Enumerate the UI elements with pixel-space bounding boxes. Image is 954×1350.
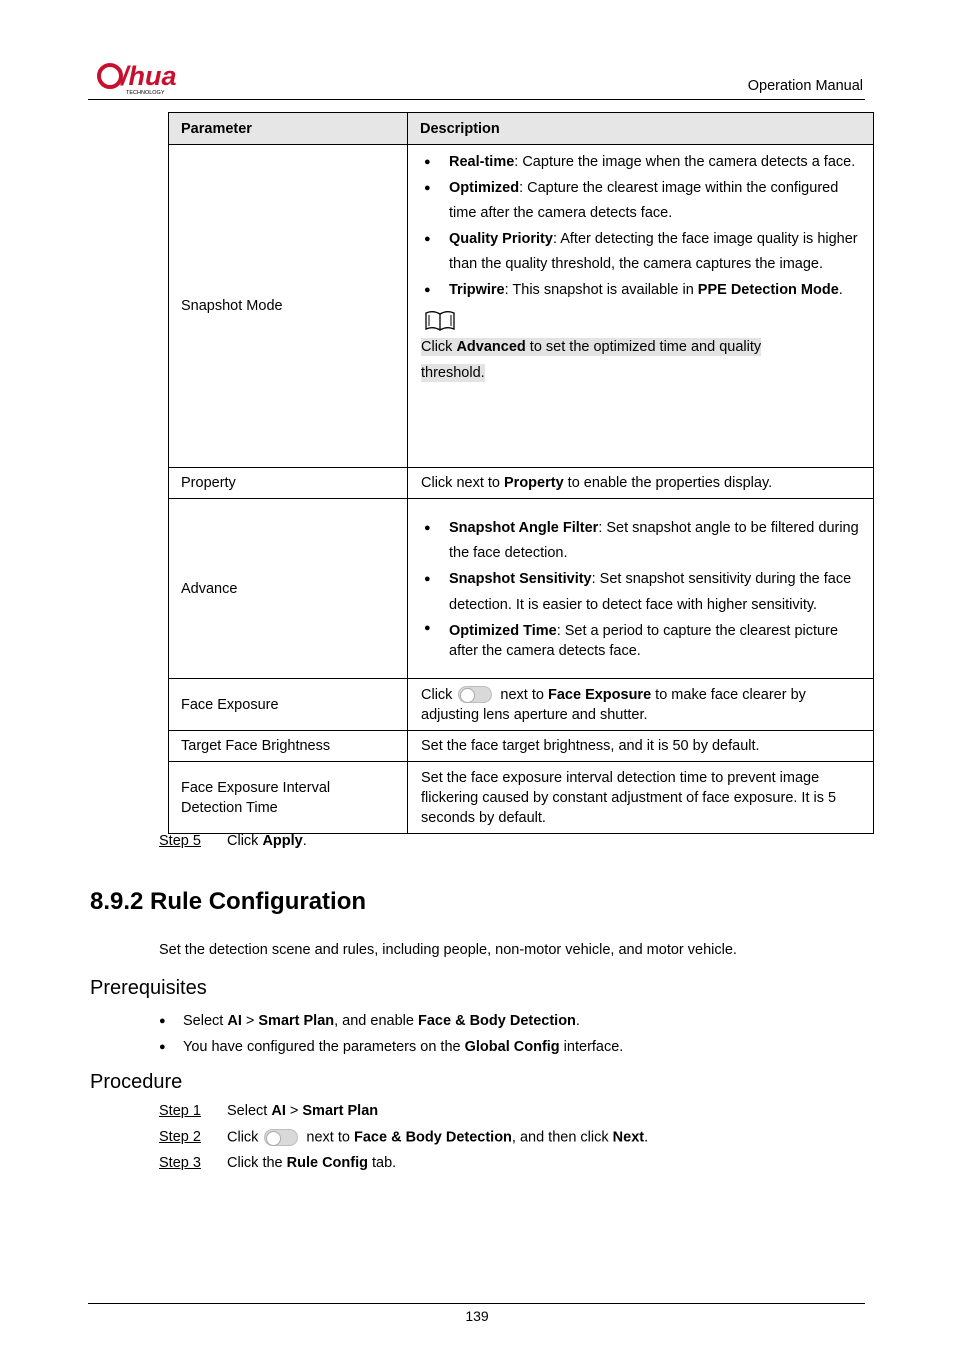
list-item: ● Select AI > Smart Plan, and enable Face & Body Detection. (159, 1008, 623, 1034)
table-row (169, 731, 874, 762)
toggle-switch-icon (458, 686, 492, 703)
list-item: ● Snapshot Angle Filter: Set snapshot angle to be filtered during the face detection. (421, 516, 860, 567)
step-label: Step 2 (159, 1129, 201, 1146)
parameter-name: Advance (169, 499, 408, 679)
table-header-row (169, 113, 874, 145)
dahua-logo (96, 58, 206, 98)
table-row (169, 499, 874, 679)
parameter-description: Click next to Face Exposure to make face clearer by adjusting lens aperture and shutter. (408, 679, 874, 731)
header-divider (88, 99, 865, 100)
parameter-name: Face Exposure Interval Detection Time (169, 762, 408, 834)
column-header-description: Description (408, 113, 874, 145)
step-5: Step 5 Click Apply. (159, 833, 307, 849)
parameter-name: Snapshot Mode (169, 145, 408, 468)
manual-title: Operation Manual (747, 78, 863, 94)
parameter-description (408, 499, 874, 679)
parameter-description: Set the face exposure interval detection time to prevent image flickering caused by constant adjustment of face exposure. It is 5 seconds by default. (408, 762, 874, 834)
step-label: Step 5 (159, 833, 201, 849)
list-item: ● Quality Priority: After detecting the face image quality is higher than the quality threshold, the camera captures the image. (421, 227, 860, 278)
step-1: Step 1 Select AI > Smart Plan (159, 1103, 379, 1119)
advance-list (421, 516, 860, 661)
table-row (169, 679, 874, 731)
parameter-description (408, 145, 874, 468)
list-item: ● Tripwire: This snapshot is available in PPE Detection Mode. (421, 278, 860, 304)
step-label: Step 1 (159, 1103, 201, 1119)
parameter-name: Property (169, 468, 408, 499)
table-row (169, 762, 874, 834)
column-header-parameter: Parameter (169, 113, 408, 145)
section-intro: Set the detection scene and rules, including people, non-motor vehicle, and motor vehicle. (159, 942, 737, 958)
prerequisites-list (159, 1008, 623, 1060)
procedure-heading: Procedure (90, 1071, 183, 1093)
list-item: ● Real-time: Capture the image when the camera detects a face. (421, 150, 860, 176)
toggle-switch-icon (264, 1129, 298, 1146)
book-icon (425, 310, 455, 332)
list-item: ● Optimized: Capture the clearest image within the configured time after the camera detects face. (421, 176, 860, 227)
svg-text:/hua: /hua (121, 61, 177, 91)
prerequisites-heading: Prerequisites (90, 977, 207, 999)
section-title: 8.9.2 Rule Configuration (90, 888, 367, 915)
list-item: ● Optimized Time: Set a period to capture the clearest picture after the camera detects face. (421, 618, 860, 661)
page-number: 139 (465, 1308, 489, 1324)
step-2: Step 2 Click next to Face & Body Detection, and then click Next. (159, 1129, 649, 1146)
table-row (169, 145, 874, 468)
note-text: Click Advanced to set the optimized time and quality threshold. (421, 338, 762, 381)
list-item: ● You have configured the parameters on the Global Config interface. (159, 1034, 623, 1060)
table-row (169, 468, 874, 499)
parameter-name: Face Exposure (169, 679, 408, 731)
step-3: Step 3 Click the Rule Config tab. (159, 1155, 397, 1171)
parameter-table (168, 112, 874, 834)
parameter-name: Target Face Brightness (169, 731, 408, 762)
footer-divider (88, 1303, 865, 1304)
list-item: ● Snapshot Sensitivity: Set snapshot sensitivity during the face detection. It is easier to detect face with higher sensitivity. (421, 567, 860, 618)
svg-text:TECHNOLOGY: TECHNOLOGY (126, 90, 165, 96)
step-label: Step 3 (159, 1155, 201, 1171)
snapshot-mode-list (421, 150, 860, 304)
parameter-description: Set the face target brightness, and it is 50 by default. (408, 731, 874, 762)
parameter-description: Click next to Property to enable the properties display. (408, 468, 874, 499)
